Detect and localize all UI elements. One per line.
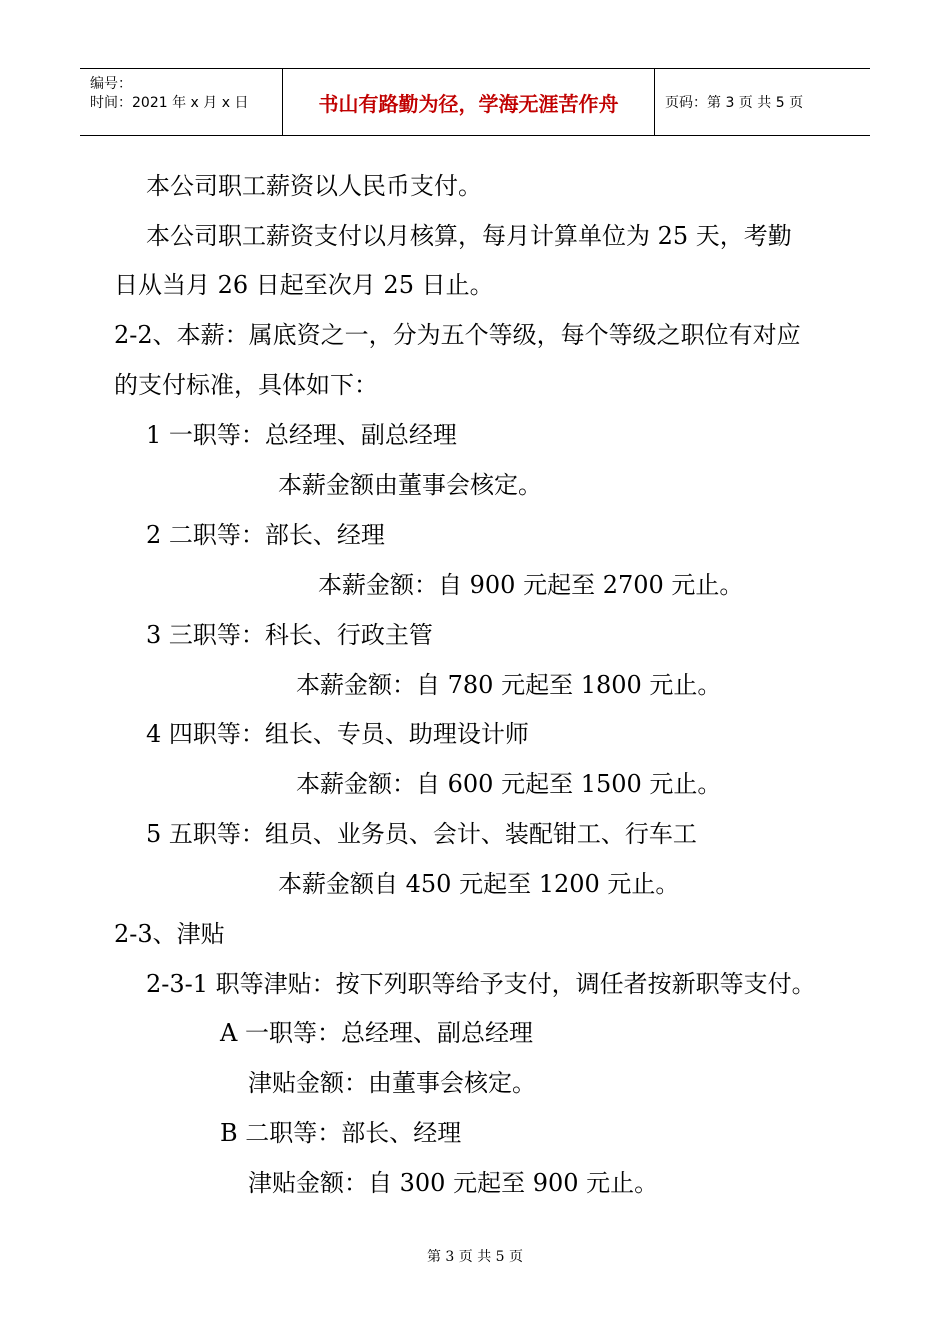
grade-2-title: 2 二职等：部长、经理 [146, 521, 385, 549]
header-motto: 书山有路勤为径，学海无涯苦作舟 [283, 69, 655, 135]
section-2-2-heading: 2-2、本薪：属底资之一，分为五个等级，每个等级之职位有对应 [114, 321, 801, 349]
section-2-3-1-heading: 2-3-1 职等津贴：按下列职等给予支付，调任者按新职等支付。 [146, 970, 816, 998]
document-number-label: 编号： [90, 76, 132, 92]
section-2-3-heading: 2-3、津贴 [114, 920, 225, 948]
body-line-5: 的支付标准，具体如下： [114, 371, 378, 399]
allowance-a-amount: 津贴金额：由董事会核定。 [248, 1069, 536, 1097]
grade-3-title: 3 三职等：科长、行政主管 [146, 621, 433, 649]
grade-5-title: 5 五职等：组员、业务员、会计、装配钳工、行车工 [146, 820, 697, 848]
grade-1-title: 1 一职等：总经理、副总经理 [146, 421, 457, 449]
header-page-info: 页码：第 3 页 共 5 页 [665, 95, 804, 111]
header-meta-cell [80, 69, 283, 135]
allowance-b-title: B 二职等：部长、经理 [220, 1119, 462, 1147]
allowance-a-title: A 一职等：总经理、副总经理 [220, 1019, 533, 1047]
page-header [80, 68, 870, 136]
grade-4-amount: 本薪金额：自 600 元起至 1500 元止。 [296, 770, 722, 798]
body-line-2: 本公司职工薪资支付以月核算，每月计算单位为 25 天，考勤 [146, 222, 792, 250]
body-line-3: 日从当月 26 日起至次月 25 日止。 [114, 271, 494, 299]
page-footer: 第 3 页 共 5 页 [426, 1249, 524, 1265]
body-line-1: 本公司职工薪资以人民币支付。 [146, 172, 482, 200]
grade-3-amount: 本薪金额：自 780 元起至 1800 元止。 [296, 671, 722, 699]
allowance-b-amount: 津贴金额：自 300 元起至 900 元止。 [248, 1169, 659, 1197]
grade-4-title: 4 四职等：组长、专员、助理设计师 [146, 720, 529, 748]
grade-1-amount: 本薪金额由董事会核定。 [278, 471, 542, 499]
document-date-label: 时间：2021 年 x 月 x 日 [90, 95, 249, 111]
grade-2-amount: 本薪金额：自 900 元起至 2700 元止。 [318, 571, 744, 599]
grade-5-amount: 本薪金额自 450 元起至 1200 元止。 [278, 870, 680, 898]
